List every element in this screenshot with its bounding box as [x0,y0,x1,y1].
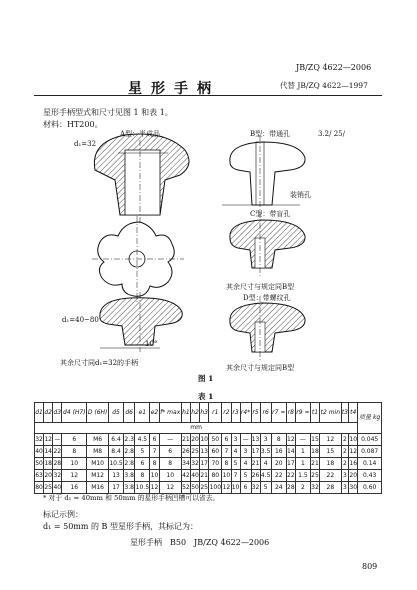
table-cell: 10 [349,434,358,446]
table-cell: 18 [44,458,53,470]
table-cell: 16 [349,458,358,470]
table-cell: 21 [251,458,260,470]
table-cell: 2 [295,482,310,494]
table-cell: 34 [181,458,190,470]
table-cell: 10 [62,458,87,470]
table-cell: 4 [260,458,271,470]
d1-32-label: d₁=32 [74,140,97,148]
material-text: 材料：HT200。 [43,120,103,129]
table-cell: 2.8 [124,446,135,458]
table-cell: 13 [200,446,209,458]
table-cell: 12 [349,446,358,458]
table-cell: 5 [240,470,251,482]
table-cell: 42 [181,470,190,482]
table-cell: — [53,434,62,446]
table-cell: 8.4 [108,446,123,458]
table-header-cell: d1 [35,403,44,423]
standard-code: JB/ZQ 4622—2006 [296,63,372,72]
table-cell: 8 [135,470,150,482]
table-cell: 2.3 [124,434,135,446]
intro-text: 星形手柄型式和尺寸见图 1 和表 1。 [43,108,173,117]
table-cell: 10.5 [108,458,123,470]
table-row [35,434,382,446]
table-cell: 40 [190,470,199,482]
table-cell: 6 [150,434,159,446]
table-header-cell: e1 [135,403,150,423]
table-cell: 17 [251,446,260,458]
table-cell: 8 [150,458,159,470]
table-cell: 16 [271,446,286,458]
table-cell: M8 [87,446,109,458]
table-cell: 80 [35,482,44,494]
table-cell: 3 [341,470,349,482]
table-cell: 12 [320,434,342,446]
table-row [35,458,382,470]
pin-hole-label: 装销孔 [290,191,311,199]
large-knob-drawing [100,292,182,352]
table-header-cell: d3 [53,403,62,423]
table-cell: 14 [286,446,295,458]
table-cell: 15 [320,446,342,458]
table-cell: 3.5 [260,446,271,458]
table-cell: 4.5 [135,434,150,446]
star-plan-view [92,216,184,302]
table-cell: 3 [341,482,349,494]
example-marking: 星形手柄 B50 JB/ZQ 4622—2006 [130,538,270,547]
table-cell: 12 [62,470,87,482]
table-cell: 12 [44,434,53,446]
table-cell: 25 [310,470,319,482]
table-header-cell: D (6H) [87,403,109,423]
table-header-cell: t4 [349,403,358,423]
page-title: 星形手柄 [128,81,220,97]
type-a-drawing [94,134,189,225]
table-cell: 20 [44,470,53,482]
table-cell: — [295,434,310,446]
table-header-row [35,403,382,423]
roughness-symbol: 3.2/ 25/ [318,130,345,138]
table-cell: 12 [222,482,231,494]
table-cell: 21 [181,434,190,446]
table-cell: 26 [251,470,260,482]
table-cell: 12 [286,434,295,446]
table-cell: 10.5 [135,482,150,494]
table-cell: 26 [181,446,190,458]
table-cell: 4 [231,446,240,458]
table-cell: M10 [87,458,109,470]
table-cell: 1 [295,458,310,470]
table-caption: 表 1 [198,392,214,401]
table-row [35,446,382,458]
table-cell: 6 [240,482,251,494]
table-cell: 7 [222,446,231,458]
rest-as-b-d-label: 其余尺寸与规定同B型 [226,364,295,372]
table-cell: 10 [200,434,209,446]
table-cell: M6 [87,434,109,446]
table-cell: 6 [159,446,181,458]
table-header-cell: r2 [222,403,231,423]
table-cell: 20 [349,470,358,482]
table-header-cell: h2 [190,403,199,423]
table-cell: 40 [35,446,44,458]
table-cell: 10 [150,470,159,482]
unit-cell: mm [35,423,358,434]
table-cell: 20 [271,458,286,470]
table-cell: 20 [190,434,199,446]
table-cell: 18 [320,458,342,470]
table-cell: 13 [251,434,260,446]
type-c-drawing [230,212,305,278]
table-cell: 22 [53,446,62,458]
table-cell: 2 [341,434,349,446]
table-cell: 50 [209,434,222,446]
table-cell: — [159,434,181,446]
example-title: 标记示例： [43,510,83,519]
table-cell: 28 [286,482,295,494]
table-cell: 0.087 [358,446,382,458]
table-cell: 2.8 [124,458,135,470]
table-header-cell: r1 [209,403,222,423]
table-cell: 32 [190,458,199,470]
table-header-cell: h3 [200,403,209,423]
table-cell: 6 [222,434,231,446]
table-cell: 6.4 [108,434,123,446]
table-header-cell: t1 [310,403,319,423]
table-header-cell: h1 [181,403,190,423]
table-header-cell: 质量 kg [358,403,382,434]
table-cell: 1 [295,446,310,458]
table-header-cell: r8 [286,403,295,423]
table-cell: 17 [108,482,123,494]
table-header-cell: d5 [108,403,123,423]
table-cell: M16 [87,482,109,494]
replaces-standard: 代替 JB/ZQ 4622—1997 [280,81,368,90]
table-cell: 28 [53,458,62,470]
table-cell: 0.43 [358,470,382,482]
table-cell: 32 [53,470,62,482]
table-cell: 63 [35,470,44,482]
table-cell: 18 [310,446,319,458]
table-cell: 22 [271,470,286,482]
table-cell: 12 [150,482,159,494]
type-a-label: A型：半成品 [120,130,161,138]
table-cell: 32 [35,434,44,446]
table-cell: 70 [209,458,222,470]
table-cell: 10 [231,482,240,494]
table-cell: 25 [190,446,199,458]
type-d-label: D型：带螺纹孔 [243,294,291,302]
table-header-cell: r3 [231,403,240,423]
table-cell: 14 [44,446,53,458]
type-b-drawing [222,135,305,215]
table-cell: 25 [200,482,209,494]
table-cell: 16 [62,482,87,494]
table-cell: 50 [190,482,199,494]
table-header-cell: f* max [159,403,181,423]
table-cell: 3 [260,434,271,446]
table-cell: 17 [286,458,295,470]
table-header-cell: d2 [44,403,53,423]
table-cell: 4.5 [260,470,271,482]
table-cell: 30 [349,482,358,494]
table-cell: 50 [35,458,44,470]
table-header-cell: r6 [260,403,271,423]
table-cell: 7 [150,446,159,458]
table-cell: 10 [159,470,181,482]
table-row [35,470,382,482]
table-header-cell: d4 (H7) [62,403,87,423]
dimension-table [34,402,382,494]
page-number: 809 [362,562,378,571]
table-cell: 8 [271,434,286,446]
type-b-label: B型：带通孔 [250,130,291,138]
type-c-label: C型：带盲孔 [250,210,291,218]
table-cell: 2 [341,458,349,470]
table-cell: — [240,434,251,446]
table-cell: 12 [159,482,181,494]
type-d-drawing [230,296,305,362]
table-cell: 5 [231,458,240,470]
table-cell: 28 [320,482,342,494]
table-cell: 10 [222,470,231,482]
table-header-cell: r7 ≈ [271,403,286,423]
table-unit-row [35,423,382,434]
table-cell: 8 [222,458,231,470]
table-cell: 5 [135,446,150,458]
table-cell: 25 [44,482,53,494]
table-cell: 60 [209,446,222,458]
table-cell: 32 [310,482,319,494]
rest-as-b-c-label: 其余尺寸与规定同B型 [226,283,295,291]
table-header-cell: e2 [150,403,159,423]
table-header-cell: r5 [251,403,260,423]
table-cell: 6 [135,458,150,470]
table-cell: 100 [209,482,222,494]
table-header-cell: t2 min [320,403,342,423]
table-cell: 0.60 [358,482,382,494]
table-cell: 15 [310,434,319,446]
table-cell: 3 [231,434,240,446]
table-cell: 6 [62,434,87,446]
table-cell: 8 [62,446,87,458]
table-cell: M12 [87,470,109,482]
table-cell: 21 [200,470,209,482]
figure-caption: 图 1 [198,374,214,383]
table-cell: 80 [209,470,222,482]
table-cell: 3.8 [124,482,135,494]
table-cell: 52 [181,482,190,494]
footnote: * 对于 d₁ = 40mm 和 50mm 的星形手柄凹槽可以省去。 [43,494,220,502]
table-cell: 5 [260,482,271,494]
table-cell: 0.045 [358,434,382,446]
table-cell: 40 [53,482,62,494]
table-cell: 3.8 [124,470,135,482]
table-header-cell: r4* [240,403,251,423]
table-cell: 1.5 [295,470,310,482]
table-cell: 4 [240,458,251,470]
table-cell: 21 [310,458,319,470]
table-cell: 0.14 [358,458,382,470]
table-cell: 7 [231,470,240,482]
table-cell: 22 [320,470,342,482]
example-text: d₁ = 50mm 的 B 型星形手柄，其标记为： [43,522,198,531]
table-header-cell: d6 [124,403,135,423]
rest-as-32-label: 其余尺寸同d₁=32的手柄 [60,359,139,367]
table-cell: 24 [271,482,286,494]
table-cell: 17 [200,458,209,470]
table-cell: 2 [341,446,349,458]
table-cell: 13 [108,470,123,482]
table-header-cell: r9 ≈ [295,403,310,423]
table-header-cell: t3 [341,403,349,423]
d1-40-80-label: d₁=40~80 [62,316,99,324]
table-cell: 3 [240,446,251,458]
table-cell: 8 [159,458,181,470]
table-cell: 32 [251,482,260,494]
table-cell: 22 [286,470,295,482]
angle-label: 10° [145,340,158,348]
